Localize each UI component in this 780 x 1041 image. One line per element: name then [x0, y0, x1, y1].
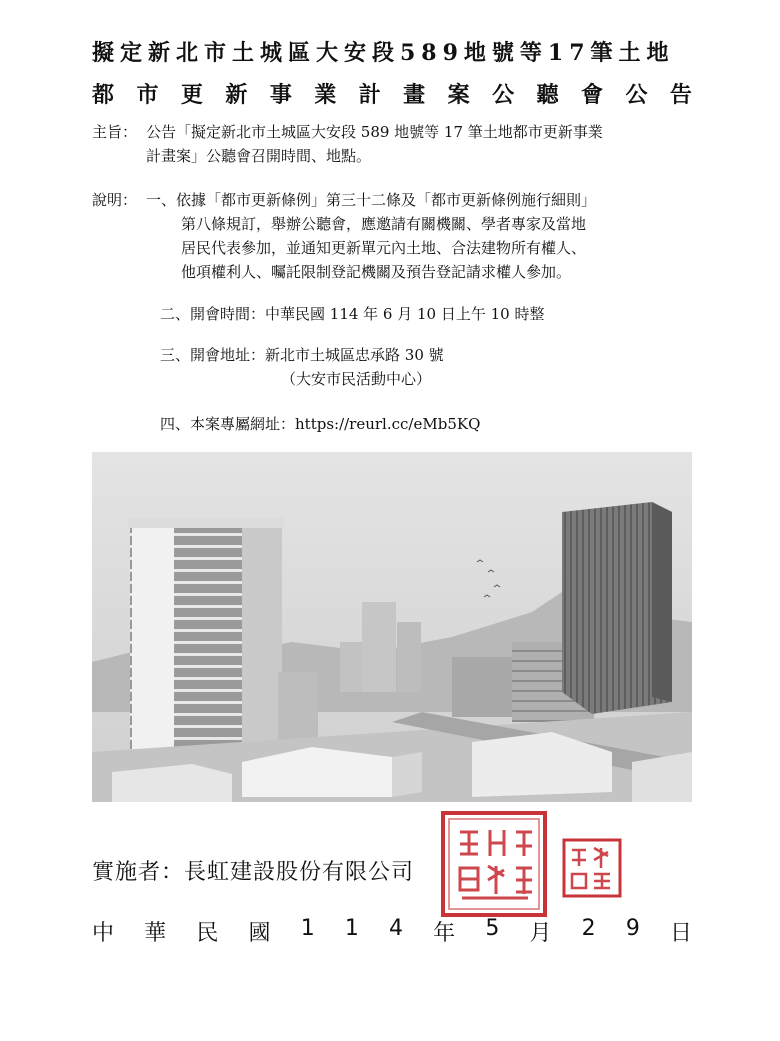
meeting-address: 三、開會地址：新北市土城區忠承路 30 號	[160, 346, 444, 364]
description-item1-line: 他項權利人、囑託限制登記機關及預告登記請求權人參加。	[181, 263, 572, 281]
notice-title-line1: 擬定新北市土城區大安段589地號等17筆土地	[92, 40, 675, 66]
title-char: 會	[580, 82, 603, 108]
notice-title-line2	[92, 82, 692, 108]
company-seal-stamp-icon	[440, 810, 548, 918]
subject-label: 主旨：	[92, 123, 138, 141]
date-char: 1	[300, 916, 315, 941]
description-item1-line: 第八條規訂，舉辦公聽會，應邀請有關機關、學者專家及當地	[181, 215, 587, 233]
title-char: 公	[492, 82, 515, 108]
architectural-rendering-image	[92, 452, 692, 802]
date-char: 月	[529, 921, 552, 946]
title-char: 新	[225, 82, 248, 108]
date-char: 1	[344, 916, 359, 941]
implementer-name: 實施者：長虹建設股份有限公司	[92, 860, 415, 885]
description-item1-line: 一、依據「都市更新條例」第三十二條及「都市更新條例施行細則」	[146, 191, 597, 209]
date-char: 日	[669, 921, 692, 946]
meeting-venue: （大安市民活動中心）	[281, 370, 432, 388]
date-char: 2	[581, 916, 596, 941]
description-label: 說明：	[92, 191, 138, 209]
title-char: 計	[358, 82, 381, 108]
title-char: 業	[314, 82, 337, 108]
title-char: 更	[180, 82, 203, 108]
date-char: 5	[485, 916, 500, 941]
project-url: 四、本案專屬網址：https://reurl.cc/eMb5KQ	[160, 415, 481, 433]
announcement-date	[92, 916, 692, 947]
title-char: 市	[136, 82, 159, 108]
title-char: 案	[447, 82, 470, 108]
title-char: 公	[625, 82, 648, 108]
subject-line: 公告「擬定新北市土城區大安段 589 地號等 17 筆土地都市更新事業	[146, 123, 603, 141]
subject-line: 計畫案」公聽會召開時間、地點。	[146, 147, 372, 165]
title-char: 事	[269, 82, 292, 108]
date-char: 9	[625, 916, 640, 941]
date-char: 中	[92, 921, 115, 946]
date-char: 民	[196, 921, 219, 946]
date-char: 4	[389, 916, 403, 941]
description-item1-line: 居民代表參加，並通知更新單元內土地、合法建物所有權人、	[181, 239, 587, 257]
date-char: 國	[248, 921, 271, 946]
date-char: 年	[433, 921, 456, 946]
title-char: 聽	[536, 82, 559, 108]
date-char: 華	[144, 921, 167, 946]
title-char: 畫	[403, 82, 426, 108]
representative-seal-stamp-icon	[562, 838, 622, 898]
meeting-time: 二、開會時間：中華民國 114 年 6 月 10 日上午 10 時整	[160, 305, 545, 323]
title-char: 告	[669, 82, 692, 108]
title-char: 都	[92, 82, 115, 108]
